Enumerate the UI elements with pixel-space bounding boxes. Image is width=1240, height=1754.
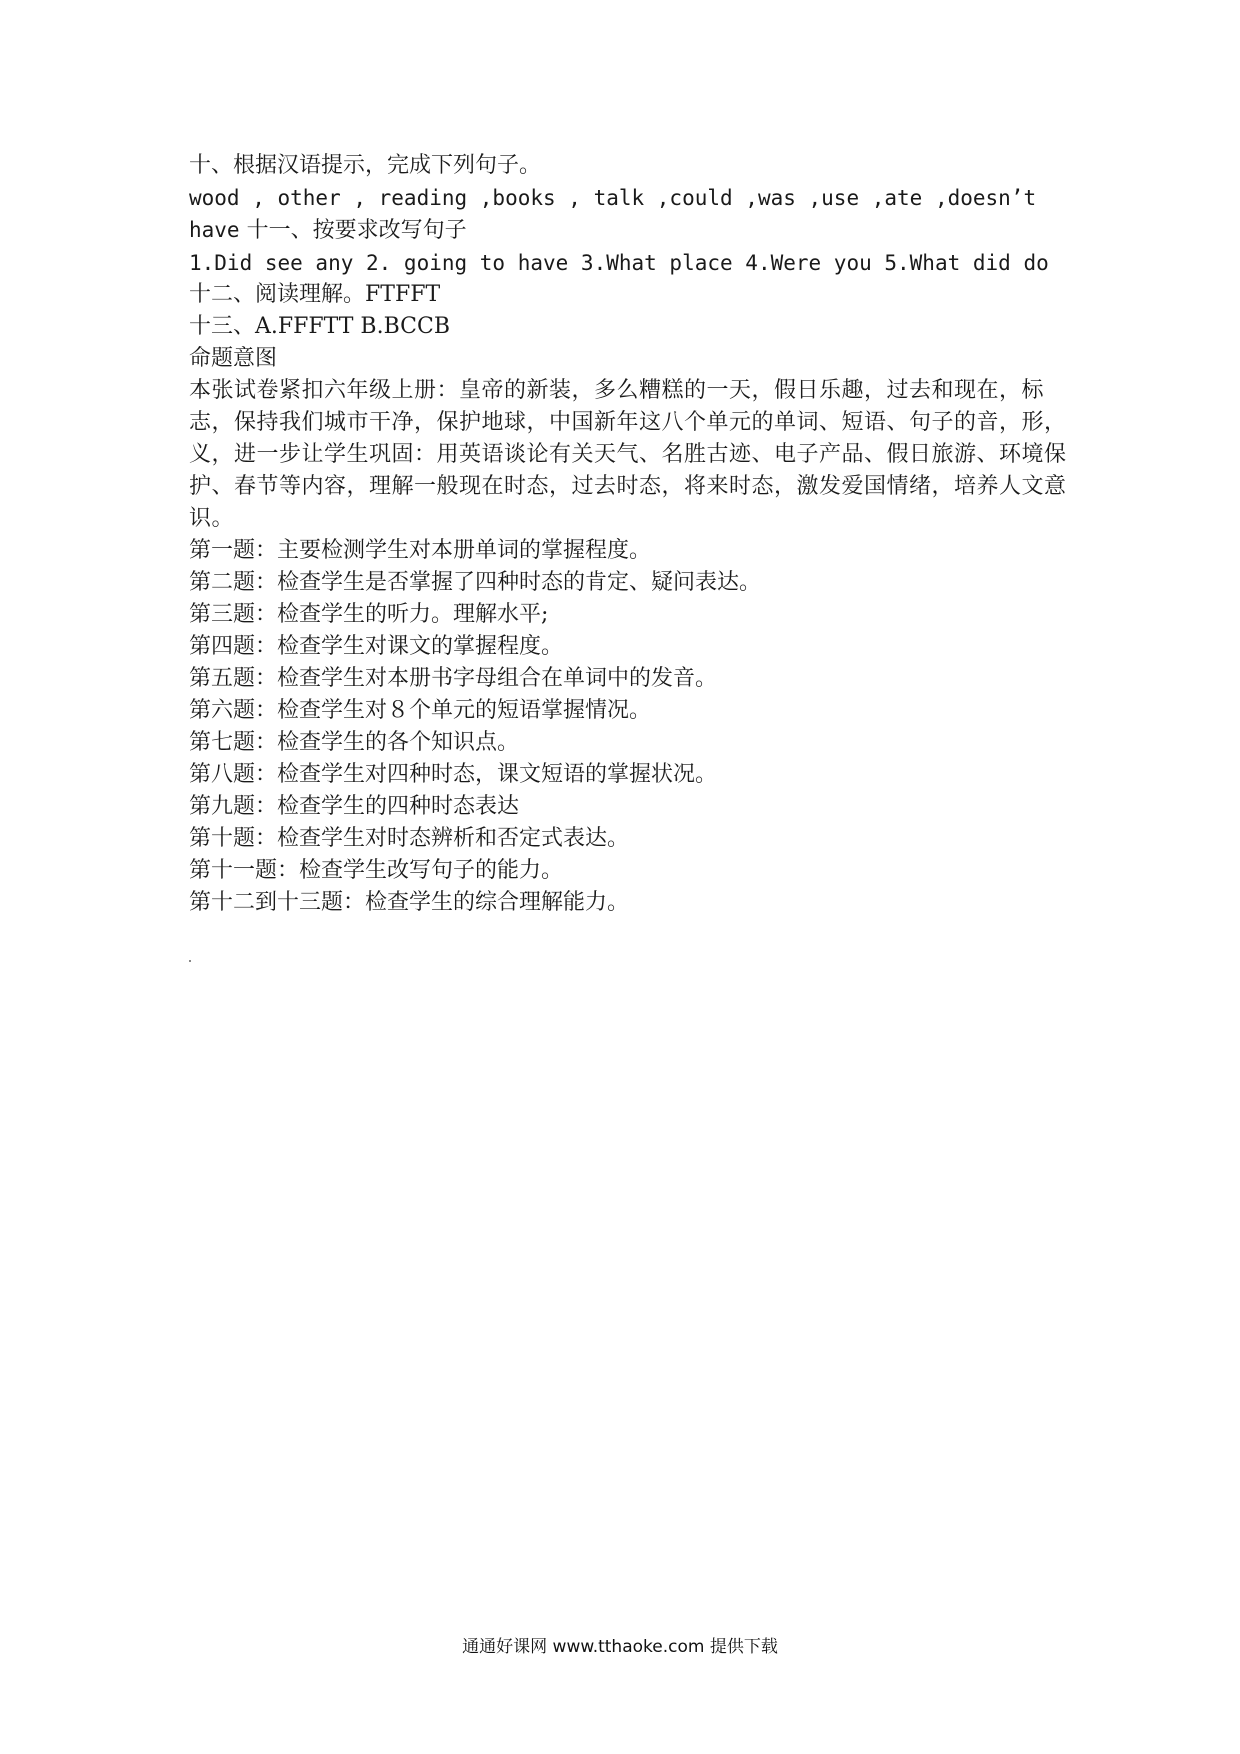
intent-item-3: 第三题：检查学生的听力。理解水平; [189, 602, 549, 627]
section-13-answers: 十三、A.FFFTT B.BCCB [189, 314, 450, 339]
document-body [189, 150, 1069, 919]
intent-item-2: 第二题：检查学生是否掌握了四种时态的肯定、疑问表达。 [189, 570, 762, 595]
intent-item-12: 第十二到十三题：检查学生的综合理解能力。 [189, 890, 630, 915]
intent-item-4: 第四题：检查学生对课文的掌握程度。 [189, 634, 564, 659]
intent-item-11: 第十一题：检查学生改写句子的能力。 [189, 858, 564, 883]
intent-item-5: 第五题：检查学生对本册书字母组合在单词中的发音。 [189, 666, 718, 691]
intent-item-10: 第十题：检查学生对时态辨析和否定式表达。 [189, 826, 630, 851]
footer-watermark: 通通好课网 www.tthaoke.com 提供下载 [462, 1637, 778, 1657]
intent-title: 命题意图 [189, 346, 278, 371]
intent-item-9: 第九题：检查学生的四种时态表达 [189, 794, 520, 819]
section-12-answers: 十二、阅读理解。FTFFT [189, 282, 441, 307]
section-10-heading: 十、根据汉语提示，完成下列句子。 [189, 153, 542, 178]
section-11-answers: 1.Did see any 2. going to have 3.What place 4.Were you 5.What did do [189, 251, 1049, 275]
intent-item-1: 第一题：主要检测学生对本册单词的掌握程度。 [189, 538, 652, 563]
intent-item-8: 第八题：检查学生对四种时态，课文短语的掌握状况。 [189, 762, 718, 787]
section-10-answers: wood , other , reading ,books , talk ,could ,was ,use ,ate ,doesn’t [189, 186, 1037, 210]
stray-dot [189, 960, 191, 962]
section-11-heading: 十一、按要求改写句子 [246, 218, 467, 243]
intent-paragraph: 本张试卷紧扣六年级上册：皇帝的新装，多么糟糕的一天，假日乐趣，过去和现在，标志，保持我们城市干净，保护地球，中国新年这八个单元的单词、短语、句子的音，形，义，进一步让学生巩固：用英语谈论有关天气、名胜古迹、电子产品、假日旅游、环境保护、春节等内容，理解一般现在时态，过去时态，将来时态，激发爱国情绪，培养人文意识。 [189, 378, 1067, 531]
section-10-answers-tail: have [189, 218, 240, 242]
section-10-answers-continued [189, 214, 1069, 247]
intent-item-6: 第六题：检查学生对８个单元的短语掌握情况。 [189, 698, 652, 723]
intent-item-7: 第七题：检查学生的各个知识点。 [189, 730, 520, 755]
